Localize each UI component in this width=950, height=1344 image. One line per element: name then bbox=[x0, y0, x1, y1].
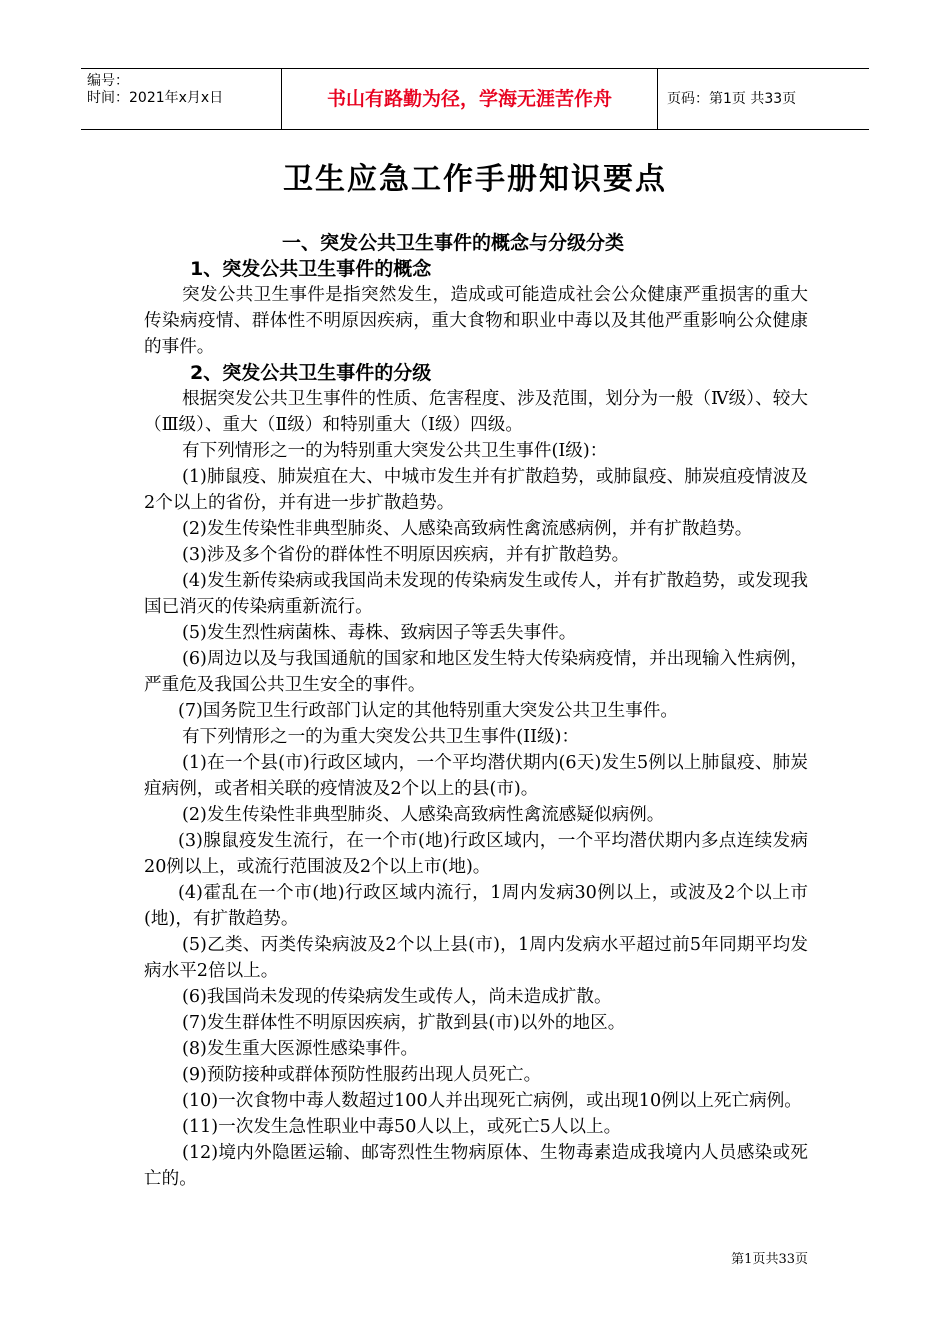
header-table bbox=[81, 68, 869, 130]
level1-item: (7)国务院卫生行政部门认定的其他特别重大突发公共卫生事件。 bbox=[178, 701, 678, 721]
level2-item: (10)一次食物中毒人数超过100人并出现死亡病例，或出现10例以上死亡病例。 bbox=[182, 1091, 802, 1111]
level1-item: (4)发生新传染病或我国尚未发现的传染病发生或传人，并有扩散趋势，或发现我国已消灭的传染病重新流行。 bbox=[144, 571, 808, 617]
header-motto-cell bbox=[281, 69, 658, 129]
subsection-heading-concept: 1、突发公共卫生事件的概念 bbox=[190, 258, 432, 280]
level1-item: (1)肺鼠疫、肺炭疽在大、中城市发生并有扩散趋势，或肺鼠疫、肺炭疽疫情波及2个以上的省份，并有进一步扩散趋势。 bbox=[144, 467, 808, 513]
concept-paragraph: 突发公共卫生事件是指突然发生，造成或可能造成社会公众健康严重损害的重大传染病疫情、群体性不明原因疾病，重大食物和职业中毒以及其他严重影响公众健康的事件。 bbox=[144, 285, 808, 357]
section-heading: 一、突发公共卫生事件的概念与分级分类 bbox=[282, 232, 625, 254]
level2-intro: 有下列情形之一的为重大突发公共卫生事件(II级)： bbox=[182, 727, 580, 747]
level1-item: (3)涉及多个省份的群体性不明原因疾病，并有扩散趋势。 bbox=[182, 545, 630, 565]
level2-item: (6)我国尚未发现的传染病发生或传人，尚未造成扩散。 bbox=[182, 987, 612, 1007]
level1-item: (2)发生传染性非典型肺炎、人感染高致病性禽流感病例，并有扩散趋势。 bbox=[182, 519, 753, 539]
page-footer: 第1页共33页 bbox=[731, 1252, 808, 1267]
level2-item: (1)在一个县(市)行政区域内，一个平均潜伏期内(6天)发生5例以上肺鼠疫、肺炭疽病例，或者相关联的疫情波及2个以上的县(市)。 bbox=[144, 753, 808, 799]
level2-item: (5)乙类、丙类传染病波及2个以上县(市)，1周内发病水平超过前5年同期平均发病水平2倍以上。 bbox=[144, 935, 808, 981]
page-title: 卫生应急工作手册知识要点 bbox=[283, 162, 667, 197]
subsection-heading-grading: 2、突发公共卫生事件的分级 bbox=[190, 362, 432, 384]
level1-item: (5)发生烈性病菌株、毒株、致病因子等丢失事件。 bbox=[182, 623, 577, 643]
level2-item: (12)境内外隐匿运输、邮寄烈性生物病原体、生物毒素造成我境内人员感染或死亡的。 bbox=[144, 1143, 808, 1189]
level2-item: (7)发生群体性不明原因疾病，扩散到县(市)以外的地区。 bbox=[182, 1013, 626, 1033]
document-number-label: 编号： bbox=[87, 73, 129, 89]
header-page-cell bbox=[657, 69, 869, 129]
grading-intro-paragraph: 根据突发公共卫生事件的性质、危害程度、涉及范围，划分为一般（Ⅳ级）、较大（Ⅲ级）、重大（Ⅱ级）和特别重大（Ⅰ级）四级。 bbox=[144, 389, 808, 435]
document-body bbox=[144, 230, 808, 1192]
header-meta-cell bbox=[81, 69, 281, 129]
header-motto: 书山有路勤为径，学海无涯苦作舟 bbox=[326, 88, 612, 110]
level2-item: (11)一次发生急性职业中毒50人以上，或死亡5人以上。 bbox=[182, 1117, 622, 1137]
level2-item: (8)发生重大医源性感染事件。 bbox=[182, 1039, 419, 1059]
level1-item: (6)周边以及与我国通航的国家和地区发生特大传染病疫情，并出现输入性病例，严重危及我国公共卫生安全的事件。 bbox=[144, 649, 808, 695]
header-page-info: 页码：第1页 共33页 bbox=[667, 91, 797, 107]
level2-item: (4)霍乱在一个市(地)行政区域内流行，1周内发病30例以上，或波及2个以上市(地)，有扩散趋势。 bbox=[144, 883, 808, 929]
level2-item: (9)预防接种或群体预防性服药出现人员死亡。 bbox=[182, 1065, 542, 1085]
level2-item: (3)腺鼠疫发生流行，在一个市(地)行政区域内，一个平均潜伏期内多点连续发病20例以上，或流行范围波及2个以上市(地)。 bbox=[144, 831, 808, 877]
level1-intro: 有下列情形之一的为特别重大突发公共卫生事件(I级)： bbox=[182, 441, 608, 461]
level2-item: (2)发生传染性非典型肺炎、人感染高致病性禽流感疑似病例。 bbox=[182, 805, 665, 825]
document-date-label: 时间：2021年x月x日 bbox=[87, 90, 224, 106]
